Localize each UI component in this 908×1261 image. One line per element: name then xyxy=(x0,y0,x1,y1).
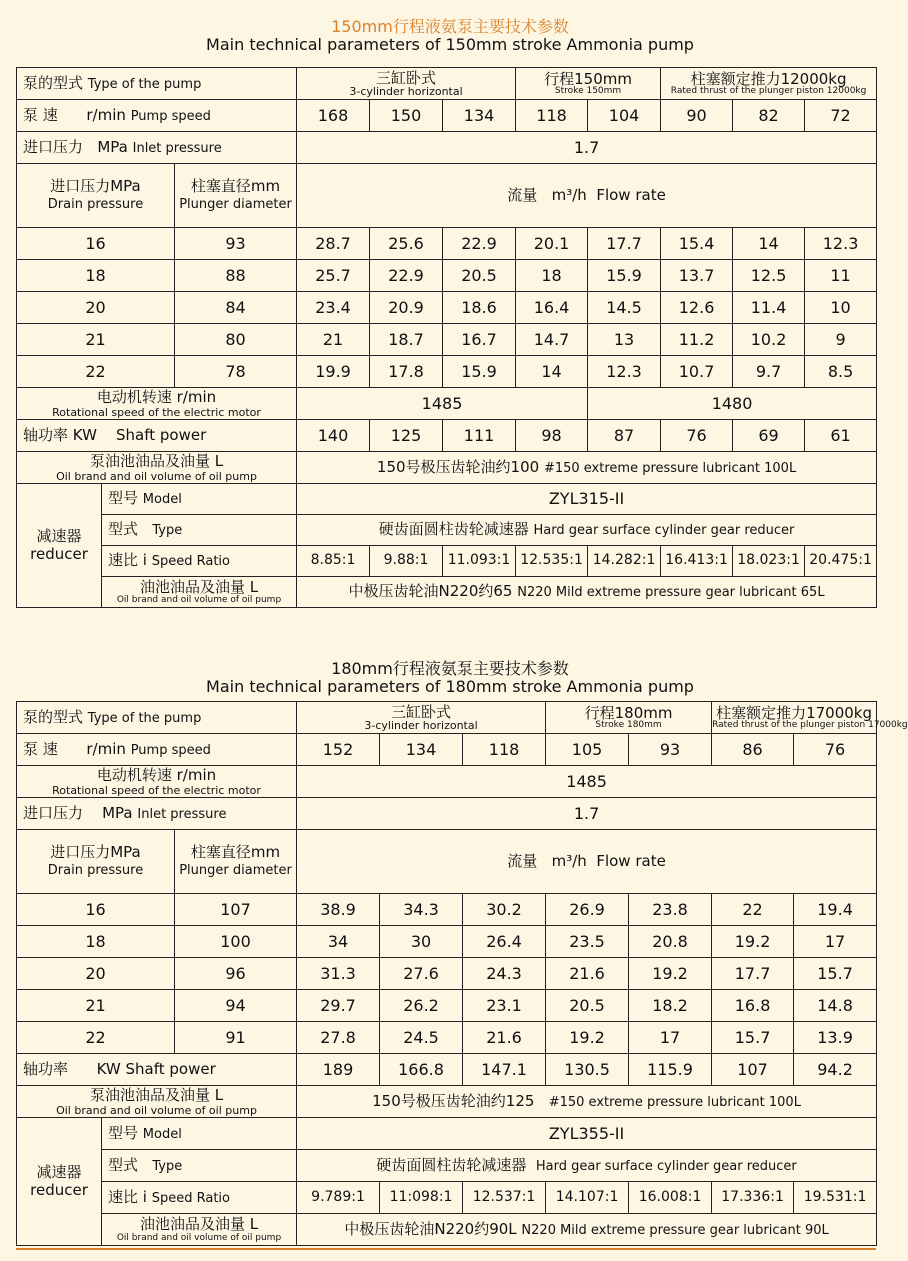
flow-value: 21.6 xyxy=(546,958,629,990)
speed-value: 134 xyxy=(443,100,516,132)
drain-pressure: 21 xyxy=(17,324,175,356)
motor-label-en: Rotational speed of the electric motor xyxy=(52,783,261,797)
ratio-value: 16.413:1 xyxy=(661,546,733,577)
ratio-value: 12.535:1 xyxy=(516,546,588,577)
flow-unit: m³/h xyxy=(551,852,587,871)
row-reducer-oil xyxy=(17,577,877,608)
ratio-label-cn: 速比 i xyxy=(108,551,147,570)
power-label-en: KW Shaft power xyxy=(96,1060,216,1079)
ratio-value: 11:098:1 xyxy=(380,1182,463,1214)
inlet-value: 1.7 xyxy=(297,132,877,164)
ratio-value: 18.023:1 xyxy=(733,546,805,577)
plunger-label-en: Plunger diameter xyxy=(179,863,292,879)
flow-value: 13.7 xyxy=(661,260,733,292)
ratio-value: 9.88:1 xyxy=(370,546,443,577)
oil-label-en: Oil brand and oil volume of oil pump xyxy=(56,469,257,483)
row-shaft-power xyxy=(17,1054,877,1086)
flow-value: 23.1 xyxy=(463,990,546,1022)
plunger-label-en: Plunger diameter xyxy=(179,197,292,213)
flow-value: 25.7 xyxy=(297,260,370,292)
reducer-label-cn: 减速器 xyxy=(36,527,82,546)
plunger-diameter: 80 xyxy=(175,324,297,356)
type-value-cn: 三缸卧式 xyxy=(391,702,452,721)
flow-value: 15.9 xyxy=(588,260,661,292)
rtype-value-en: Hard gear surface cylinder gear reducer xyxy=(535,1158,797,1174)
flow-value: 12.5 xyxy=(733,260,805,292)
power-value: 107 xyxy=(712,1054,794,1086)
flow-value: 10.7 xyxy=(661,356,733,388)
flow-value: 10.2 xyxy=(733,324,805,356)
drain-pressure: 20 xyxy=(17,958,175,990)
plunger-diameter: 88 xyxy=(175,260,297,292)
drain-pressure: 16 xyxy=(17,228,175,260)
drain-pressure: 18 xyxy=(17,926,175,958)
row-speed-ratio xyxy=(17,546,877,577)
flow-value: 30 xyxy=(380,926,463,958)
flow-value: 22.9 xyxy=(370,260,443,292)
row-type xyxy=(17,702,877,734)
table-row xyxy=(17,260,877,292)
inlet-label-cn: 进口压力 xyxy=(23,137,84,156)
power-value: 98 xyxy=(516,420,588,452)
table-row xyxy=(17,1022,877,1054)
rtype-label-cn: 型式 xyxy=(108,1155,139,1174)
plunger-diameter: 107 xyxy=(175,894,297,926)
drain-pressure: 16 xyxy=(17,894,175,926)
oil-label-en: Oil brand and oil volume of oil pump xyxy=(56,1103,257,1117)
ratio-label-en: Speed Ratio xyxy=(151,554,230,570)
flow-value: 15.7 xyxy=(794,958,877,990)
stroke-cn: 行程180mm xyxy=(584,703,673,722)
flow-value: 8.5 xyxy=(805,356,877,388)
drain-label-cn: 进口压力MPa xyxy=(50,176,141,195)
oil-value-cn: 150号极压齿轮油约100 xyxy=(376,457,540,476)
motor-value: 1485 xyxy=(297,766,877,798)
speed-value: 118 xyxy=(516,100,588,132)
thrust-en: Rated thrust of the plunger piston 12000kg xyxy=(670,86,867,97)
bottom-divider xyxy=(16,1248,876,1250)
ratio-value: 12.537:1 xyxy=(463,1182,546,1214)
table-180mm xyxy=(16,701,908,1246)
rtype-label-en: Type xyxy=(152,1158,183,1174)
plunger-diameter: 91 xyxy=(175,1022,297,1054)
flow-value: 26.9 xyxy=(546,894,629,926)
flow-value: 15.4 xyxy=(661,228,733,260)
model-label-en: Model xyxy=(142,1126,182,1142)
table1-title-en: Main technical parameters of 150mm stroke Ammonia pump xyxy=(206,35,694,54)
speed-value: 104 xyxy=(588,100,661,132)
type-label-en: Type of the pump xyxy=(87,710,202,726)
row-pump-oil xyxy=(17,452,877,484)
power-value: 130.5 xyxy=(546,1054,629,1086)
flow-value: 16.7 xyxy=(443,324,516,356)
flow-label-cn: 流量 xyxy=(507,852,538,871)
motor-label-cn: 电动机转速 r/min xyxy=(96,388,217,407)
speed-value: 150 xyxy=(370,100,443,132)
flow-value: 18.2 xyxy=(629,990,712,1022)
table2-title-en: Main technical parameters of 180mm stroke Ammonia pump xyxy=(206,677,694,696)
ratio-label-en: Speed Ratio xyxy=(151,1190,230,1206)
drain-label-cn: 进口压力MPa xyxy=(50,842,141,861)
speed-label-en: Pump speed xyxy=(130,742,211,758)
flow-value: 17.7 xyxy=(588,228,661,260)
flow-value: 11.2 xyxy=(661,324,733,356)
stroke-en: Stroke 180mm xyxy=(595,720,662,731)
drain-pressure: 21 xyxy=(17,990,175,1022)
speed-value: 118 xyxy=(463,734,546,766)
drain-label-en: Drain pressure xyxy=(47,863,144,879)
plunger-diameter: 96 xyxy=(175,958,297,990)
flow-value: 20.5 xyxy=(546,990,629,1022)
flow-value: 14.7 xyxy=(516,324,588,356)
motor-value-1: 1485 xyxy=(297,388,588,420)
flow-value: 20.1 xyxy=(516,228,588,260)
drain-pressure: 18 xyxy=(17,260,175,292)
power-value: 189 xyxy=(297,1054,380,1086)
rtype-value-en: Hard gear surface cylinder gear reducer xyxy=(533,523,795,539)
motor-value-2: 1480 xyxy=(588,388,877,420)
model-value: ZYL315-II xyxy=(297,484,877,515)
inlet-unit: MPa xyxy=(102,803,133,822)
ratio-value: 9.789:1 xyxy=(297,1182,380,1214)
reducer-label-en: reducer xyxy=(30,544,88,563)
speed-unit: r/min xyxy=(86,105,126,124)
row-reducer-type xyxy=(17,1150,877,1182)
speed-value: 82 xyxy=(733,100,805,132)
table-row xyxy=(17,894,877,926)
inlet-label-en: Inlet pressure xyxy=(132,140,222,156)
roil-label-en: Oil brand and oil volume of oil pump xyxy=(116,1232,282,1243)
power-value: 166.8 xyxy=(380,1054,463,1086)
table-row xyxy=(17,990,877,1022)
row-reducer-oil xyxy=(17,1214,877,1246)
flow-value: 11 xyxy=(805,260,877,292)
speed-label-cn: 泵 速 xyxy=(23,105,58,124)
speed-label-cn: 泵 速 xyxy=(23,739,58,758)
flow-value: 26.4 xyxy=(463,926,546,958)
type-label-cn: 泵的型式 xyxy=(23,707,84,726)
plunger-diameter: 84 xyxy=(175,292,297,324)
flow-value: 27.6 xyxy=(380,958,463,990)
table2-title-cn: 180mm行程液氨泵主要技术参数 xyxy=(331,659,569,678)
flow-value: 17.8 xyxy=(370,356,443,388)
flow-value: 20.5 xyxy=(443,260,516,292)
speed-value: 72 xyxy=(805,100,877,132)
flow-value: 23.4 xyxy=(297,292,370,324)
flow-value: 17 xyxy=(794,926,877,958)
speed-value: 76 xyxy=(794,734,877,766)
flow-value: 14.8 xyxy=(794,990,877,1022)
ratio-value: 14.107:1 xyxy=(546,1182,629,1214)
speed-unit: r/min xyxy=(86,739,126,758)
flow-unit: m³/h xyxy=(551,186,587,205)
speed-value: 90 xyxy=(661,100,733,132)
oil-value-en: #150 extreme pressure lubricant 100L xyxy=(543,460,797,476)
row-pump-oil xyxy=(17,1086,877,1118)
power-value: 61 xyxy=(805,420,877,452)
power-value: 147.1 xyxy=(463,1054,546,1086)
flow-value: 19.2 xyxy=(629,958,712,990)
flow-value: 13 xyxy=(588,324,661,356)
flow-value: 24.3 xyxy=(463,958,546,990)
ratio-value: 8.85:1 xyxy=(297,546,370,577)
type-value-en: 3-cylinder horizontal xyxy=(349,85,463,99)
flow-value: 12.3 xyxy=(805,228,877,260)
row-flow-header xyxy=(17,830,877,894)
plunger-diameter: 78 xyxy=(175,356,297,388)
row-pump-speed xyxy=(17,100,877,132)
flow-value: 18.6 xyxy=(443,292,516,324)
drain-pressure: 22 xyxy=(17,1022,175,1054)
oil-label-cn: 泵油池油品及油量 L xyxy=(89,1086,224,1105)
flow-value: 11.4 xyxy=(733,292,805,324)
flow-value: 34 xyxy=(297,926,380,958)
roil-label-cn: 油池油品及油量 L xyxy=(139,577,259,596)
speed-value: 86 xyxy=(712,734,794,766)
oil-value-en: #150 extreme pressure lubricant 100L xyxy=(548,1094,801,1110)
speed-label-en: Pump speed xyxy=(130,108,211,124)
oil-label-cn: 泵油池油品及油量 L xyxy=(89,452,224,471)
row-flow-header xyxy=(17,164,877,228)
row-motor-speed xyxy=(17,766,877,798)
flow-value: 30.2 xyxy=(463,894,546,926)
power-label-cn: 轴功率 KW xyxy=(23,426,97,445)
flow-value: 15.7 xyxy=(712,1022,794,1054)
power-value: 69 xyxy=(733,420,805,452)
flow-value: 15.9 xyxy=(443,356,516,388)
table-row xyxy=(17,926,877,958)
power-value: 94.2 xyxy=(794,1054,877,1086)
speed-value: 105 xyxy=(546,734,629,766)
drain-pressure: 20 xyxy=(17,292,175,324)
ratio-value: 17.336:1 xyxy=(712,1182,794,1214)
plunger-diameter: 100 xyxy=(175,926,297,958)
flow-value: 12.3 xyxy=(588,356,661,388)
row-reducer-type xyxy=(17,515,877,546)
speed-value: 134 xyxy=(380,734,463,766)
table-row xyxy=(17,324,877,356)
drain-pressure: 22 xyxy=(17,356,175,388)
type-value-en: 3-cylinder horizontal xyxy=(364,719,478,733)
flow-value: 16.4 xyxy=(516,292,588,324)
flow-value: 21 xyxy=(297,324,370,356)
reducer-label-cn: 减速器 xyxy=(36,1163,82,1182)
flow-value: 13.9 xyxy=(794,1022,877,1054)
power-value: 125 xyxy=(370,420,443,452)
flow-value: 17 xyxy=(629,1022,712,1054)
inlet-label-en: Inlet pressure xyxy=(137,806,227,822)
row-speed-ratio xyxy=(17,1182,877,1214)
ratio-value: 11.093:1 xyxy=(443,546,516,577)
flow-value: 12.6 xyxy=(661,292,733,324)
model-label-en: Model xyxy=(142,492,182,508)
reducer-label-en: reducer xyxy=(30,1180,88,1199)
flow-label-en: Flow rate xyxy=(596,186,666,205)
flow-value: 20.8 xyxy=(629,926,712,958)
flow-value: 19.2 xyxy=(712,926,794,958)
oil-value-cn: 150号极压齿轮油约125 xyxy=(372,1091,535,1110)
row-pump-speed xyxy=(17,734,877,766)
table1-title-cn: 150mm行程液氨泵主要技术参数 xyxy=(331,17,569,36)
ratio-label-cn: 速比 i xyxy=(108,1187,147,1206)
motor-label-en: Rotational speed of the electric motor xyxy=(52,405,261,419)
type-label-cn: 泵的型式 xyxy=(23,73,84,92)
plunger-label-cn: 柱塞直径mm xyxy=(190,176,281,195)
power-label-cn: 轴功率 xyxy=(23,1060,69,1079)
flow-label-cn: 流量 xyxy=(507,186,538,205)
model-label-cn: 型号 xyxy=(108,1123,139,1142)
roil-value-cn: 中极压齿轮油N220约65 xyxy=(348,582,513,601)
flow-value: 29.7 xyxy=(297,990,380,1022)
table-row xyxy=(17,292,877,324)
flow-value: 28.7 xyxy=(297,228,370,260)
thrust-cn: 柱塞额定推力12000kg xyxy=(690,69,847,88)
inlet-value: 1.7 xyxy=(297,798,877,830)
table-row xyxy=(17,958,877,990)
flow-value: 26.2 xyxy=(380,990,463,1022)
table-row xyxy=(17,228,877,260)
rtype-value-cn: 硬齿面圆柱齿轮减速器 xyxy=(378,520,529,539)
flow-value: 19.4 xyxy=(794,894,877,926)
power-value: 87 xyxy=(588,420,661,452)
inlet-label-cn: 进口压力 xyxy=(23,803,84,822)
flow-value: 14.5 xyxy=(588,292,661,324)
power-value: 111 xyxy=(443,420,516,452)
flow-value: 18.7 xyxy=(370,324,443,356)
type-value-cn: 三缸卧式 xyxy=(376,68,437,87)
table-150mm xyxy=(16,67,877,608)
row-reducer-model xyxy=(17,1118,877,1150)
roil-label-en: Oil brand and oil volume of oil pump xyxy=(116,595,282,606)
ratio-value: 16.008:1 xyxy=(629,1182,712,1214)
flow-value: 19.2 xyxy=(546,1022,629,1054)
ratio-value: 14.282:1 xyxy=(588,546,661,577)
row-inlet-pressure xyxy=(17,798,877,830)
flow-value: 20.9 xyxy=(370,292,443,324)
flow-value: 23.8 xyxy=(629,894,712,926)
model-label-cn: 型号 xyxy=(108,489,139,508)
rtype-label-cn: 型式 xyxy=(108,520,139,539)
flow-value: 38.9 xyxy=(297,894,380,926)
speed-value: 93 xyxy=(629,734,712,766)
flow-value: 22 xyxy=(712,894,794,926)
drain-label-en: Drain pressure xyxy=(47,197,144,213)
plunger-diameter: 94 xyxy=(175,990,297,1022)
flow-value: 10 xyxy=(805,292,877,324)
ratio-value: 19.531:1 xyxy=(794,1182,877,1214)
row-shaft-power xyxy=(17,420,877,452)
flow-value: 16.8 xyxy=(712,990,794,1022)
power-value: 115.9 xyxy=(629,1054,712,1086)
flow-value: 17.7 xyxy=(712,958,794,990)
roil-label-cn: 油池油品及油量 L xyxy=(139,1215,259,1234)
power-value: 76 xyxy=(661,420,733,452)
rtype-label-en: Type xyxy=(152,523,183,539)
flow-value: 14 xyxy=(516,356,588,388)
plunger-label-cn: 柱塞直径mm xyxy=(190,842,281,861)
flow-value: 9 xyxy=(805,324,877,356)
flow-value: 18 xyxy=(516,260,588,292)
speed-value: 152 xyxy=(297,734,380,766)
model-value: ZYL355-II xyxy=(297,1118,877,1150)
flow-value: 24.5 xyxy=(380,1022,463,1054)
row-type xyxy=(17,68,877,100)
flow-value: 31.3 xyxy=(297,958,380,990)
plunger-diameter: 93 xyxy=(175,228,297,260)
power-value: 140 xyxy=(297,420,370,452)
rtype-value-cn: 硬齿面圆柱齿轮减速器 xyxy=(376,1155,527,1174)
roil-value-cn: 中极压齿轮油N220约90L xyxy=(344,1219,517,1238)
roil-value-en: N220 Mild extreme pressure gear lubricant 65L xyxy=(517,585,825,601)
flow-value: 34.3 xyxy=(380,894,463,926)
power-label-en: Shaft power xyxy=(115,426,207,445)
ratio-value: 20.475:1 xyxy=(805,546,877,577)
thrust-en: Rated thrust of the plunger piston 17000kg xyxy=(712,720,908,731)
flow-value: 22.9 xyxy=(443,228,516,260)
flow-value: 9.7 xyxy=(733,356,805,388)
flow-value: 25.6 xyxy=(370,228,443,260)
row-reducer-model xyxy=(17,484,877,515)
stroke-en: Stroke 150mm xyxy=(554,86,622,97)
flow-label-en: Flow rate xyxy=(596,852,666,871)
table-row xyxy=(17,356,877,388)
flow-value: 23.5 xyxy=(546,926,629,958)
flow-value: 27.8 xyxy=(297,1022,380,1054)
flow-value: 14 xyxy=(733,228,805,260)
stroke-cn: 行程150mm xyxy=(544,69,632,88)
speed-value: 168 xyxy=(297,100,370,132)
inlet-unit: MPa xyxy=(97,137,128,156)
flow-value: 19.9 xyxy=(297,356,370,388)
motor-label-cn: 电动机转速 r/min xyxy=(96,766,217,785)
thrust-cn: 柱塞额定推力17000kg xyxy=(716,703,873,722)
type-label-en: Type of the pump xyxy=(87,76,202,92)
row-inlet-pressure xyxy=(17,132,877,164)
roil-value-en: N220 Mild extreme pressure gear lubricant 90L xyxy=(521,1222,829,1238)
flow-value: 21.6 xyxy=(463,1022,546,1054)
row-motor-speed xyxy=(17,388,877,420)
